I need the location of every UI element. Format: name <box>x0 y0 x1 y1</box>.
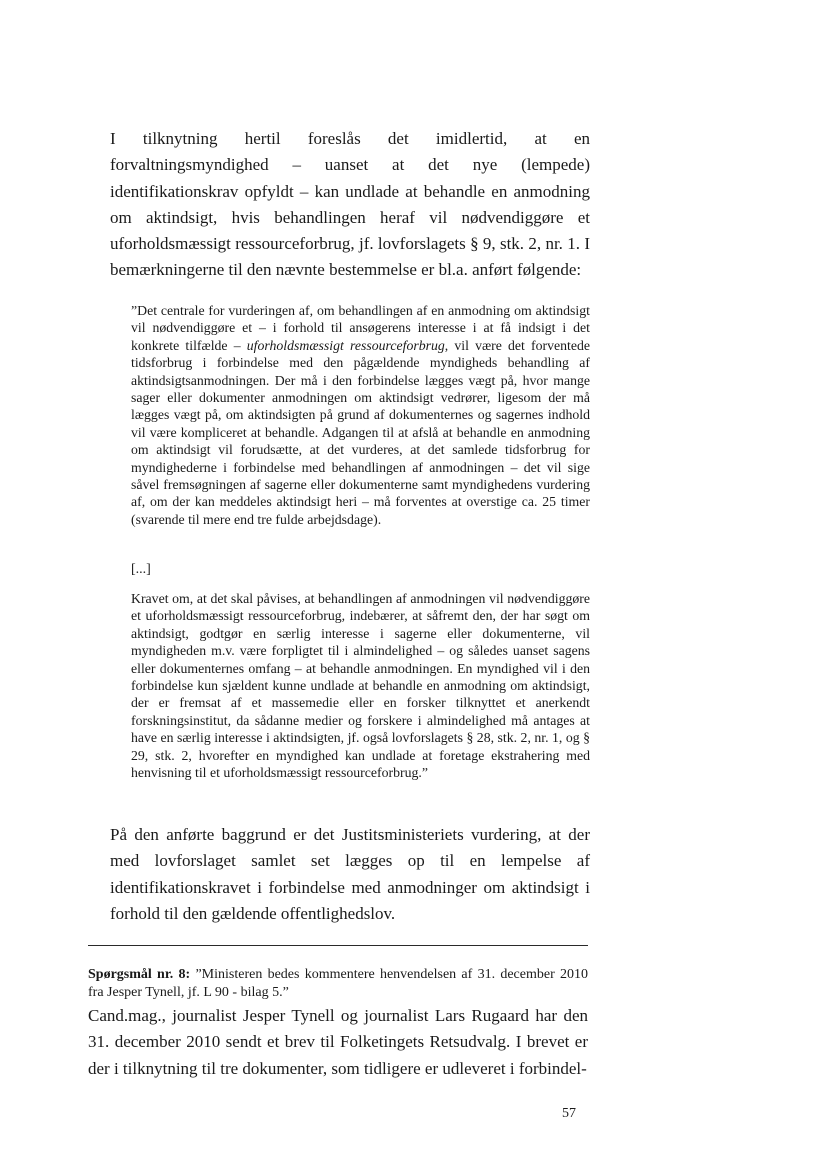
block-quote-part-2: Kravet om, at det skal påvises, at behandlingen af anmodningen vil nødvendiggøre et uforholdsmæssigt ressourceforbrug, indebærer, at såfremt den, der har søgt om aktindsigt, godtgør en særlig interesse i sagerne eller dokumenterne, vil myndigheden m.v. være forpligtet til i almindelighed – og således uanset sagens eller dokumenternes omfang – at behandle anmodningen. En myndighed vil i den forbindelse kun sjældent kunne undlade at behandle en anmodning om aktindsigt, der er fremsat af et massemedie eller en forsker tilknyttet et anerkendt forskningsinstitut, da sådanne medier og forskere i almindelighed må antages at have en særlig interesse i aktindsigten, jf. også lovforslagets § 28, stk. 2, nr. 1, og § 29, stk. 2, hvorefter en myndighed kan undlade at foretage ekstrahering med henvisning til et uforholdsmæssigt ressourceforbrug.” <box>131 591 590 781</box>
intro-paragraph: I tilknytning hertil foreslås det imidlertid, at en forvaltningsmyndighed – uanset at det nye (lempede) identifikationskrav opfyldt – kan undlade at behandle en anmodning om aktindsigt, hvis behandlingen heraf vil nødvendiggøre et uforholdsmæssigt ressourceforbrug, jf. lovforslagets § 9, stk. 2, nr. 1. I bemærkningerne til den nævnte bestemmelse er bl.a. anført følgende: <box>110 129 590 280</box>
question-label: Spørgsmål nr. 8: <box>88 967 191 982</box>
page-number: 57 <box>562 1106 576 1121</box>
closing-paragraph: Cand.mag., journalist Jesper Tynell og journalist Lars Rugaard har den 31. december 2010 sendt et brev til Folketingets Retsudvalg. I brevet er der i tilknytning til tre dokumenter, som tidligere er udleveret i forbindel- <box>88 1006 588 1078</box>
section-divider <box>88 945 588 946</box>
quote-emphasis: uforholdsmæssigt ressourceforbrug <box>246 337 445 353</box>
quote-text: , vil være det forventede tidsforbrug i forbindelse med den pågældende myndigheds behandling af aktindsigtsanmodningen. Der må i den forbindelse lægges vægt på, hvor mange sager eller dokumenter anmodningen om aktindsigt vedrører, ligesom der må lægges vægt på, om aktindsigten på grund af dokumenternes og sagernes indhold vil være kompliceret at behandle. Adgangen til at afslå at behandle en anmodning om aktindsigt vil forudsætte, at det vurderes, at det samlede tidsforbrug for myndighederne i forbindelse med behandlingen af anmodningen – det vil sige såvel fremsøgningen af sagerne eller dokumenterne samt myndighedens vurdering af, om der kan meddeles aktindsigt heri – må forventes at overstige ca. 25 timer (svarende til mere end tre fulde arbejdsdage). <box>131 337 590 527</box>
quote-ellipsis: [...] <box>131 562 151 577</box>
quote-text: ”Det centrale for vurderingen af, om behandlingen af en anmodning om aktindsigt vil nødvendiggøre et – i forhold til ansøgerens interesse i at få indsigt i det konkrete tilfælde – <box>131 303 590 353</box>
question-text: ”Ministeren bedes kommentere henvendelsen af 31. december 2010 fra Jesper Tynell, jf. L 90 - bilag 5.” <box>88 967 588 1000</box>
question-block <box>88 966 588 1002</box>
conclusion-paragraph: På den anførte baggrund er det Justitsministeriets vurdering, at der med lovforslaget samlet set lægges op til en lempelse af identifikationskravet i forbindelse med anmodninger om aktindsigt i forhold til den gældende offentlighedslov. <box>110 825 590 923</box>
block-quote-part-1 <box>131 302 590 528</box>
